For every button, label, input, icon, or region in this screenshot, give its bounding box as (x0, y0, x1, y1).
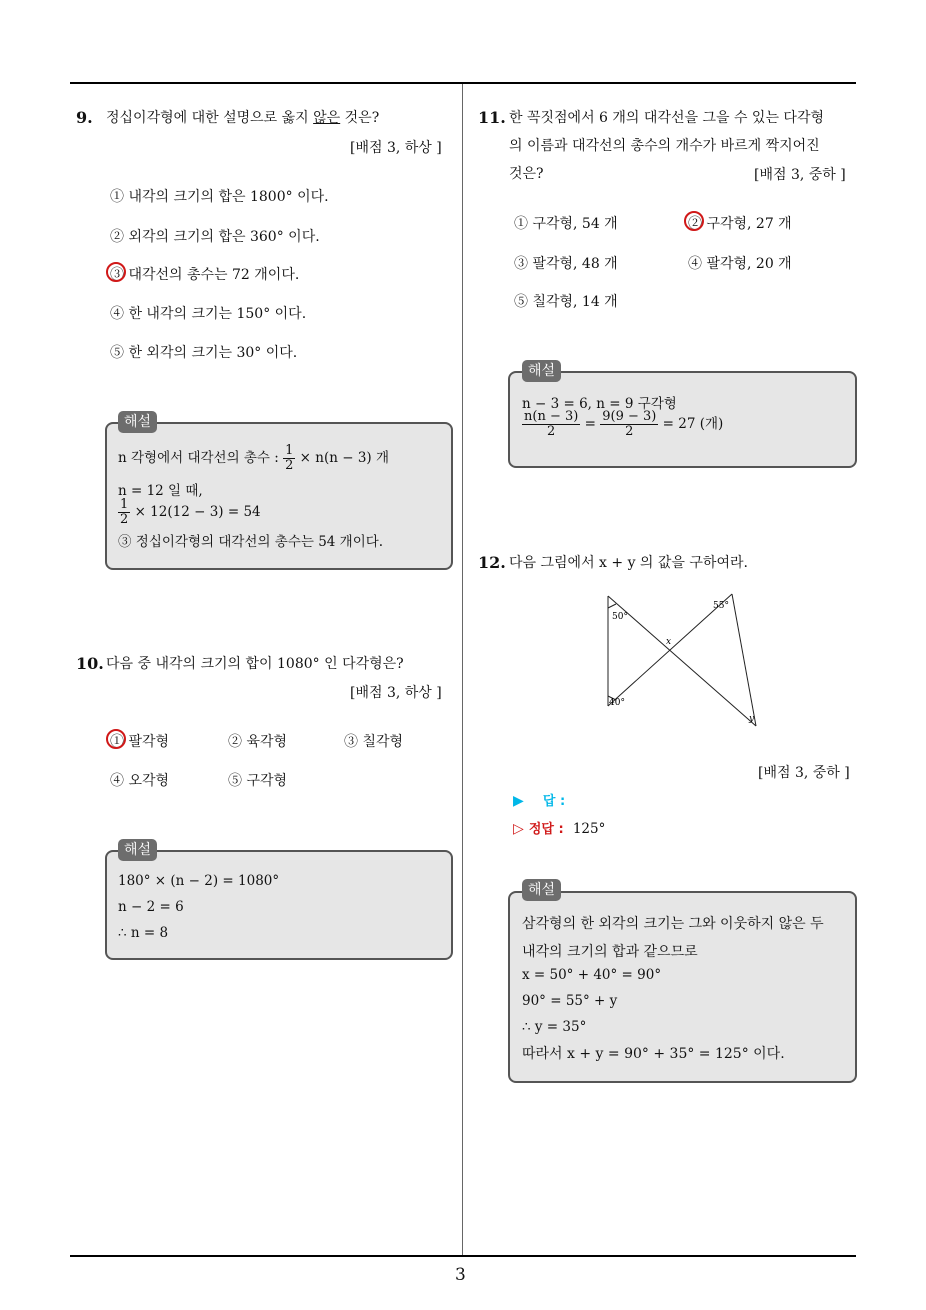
q9-choice-2[interactable]: ② 외각의 크기의 합은 360° 이다. (110, 229, 320, 245)
q11-choice-1[interactable]: ① 구각형, 54 개 (514, 216, 618, 232)
q12-question: 다음 그림에서 x + y 의 값을 구하여라. (509, 555, 748, 571)
q11-solution-line2: $\frac{n(n - 3)}{2}$ = $\frac{9(9 - 3)}{2}$ = 27 (개) (524, 409, 724, 439)
q12-label-d: 40° (609, 698, 625, 708)
q12-solution-line5: ∴ y = 35° (522, 1019, 587, 1035)
q11-solution-line1: n − 3 = 6, n = 9 구각형 (522, 396, 677, 412)
bottom-rule (70, 1255, 856, 1257)
q10-number: 10. (76, 654, 104, 673)
q12-figure (596, 588, 768, 764)
play-icon: ▶ (513, 793, 524, 809)
q10-solution-line3: ∴ n = 8 (118, 925, 169, 941)
q9-solution-line2: n = 12 일 때, (118, 483, 203, 499)
q10-answer-circle (106, 729, 126, 749)
q10-choice-1[interactable]: ① 팔각형 (110, 734, 170, 750)
top-rule (70, 82, 856, 84)
q10-solution-line1: 180° × (n − 2) = 1080° (118, 873, 280, 889)
q12-label-e: y (749, 714, 755, 724)
q11-meta: [배점 3, 중하 ] (754, 167, 846, 183)
q10-solution-label: 해설 (118, 839, 157, 861)
q12-answer-label: 답 : (542, 794, 566, 809)
q9-solution-line3: $\frac{1}{2}$ × 12(12 − 3) = 54 (120, 497, 261, 527)
q10-choice-3[interactable]: ③ 칠각형 (344, 734, 404, 750)
q12-solution-line4: 90° = 55° + y (522, 993, 618, 1009)
q9-choice-4[interactable]: ④ 한 내각의 크기는 150° 이다. (110, 306, 307, 322)
q11-answer-circle (684, 211, 704, 231)
q12-answer-row (513, 790, 565, 809)
q12-solution-line3: x = 50° + 40° = 90° (522, 967, 662, 983)
q12-solution-line6: 따라서 x + y = 90° + 35° = 125° 이다. (522, 1046, 785, 1062)
q12-solution-line1: 삼각형의 한 외각의 크기는 그와 이웃하지 않은 두 (522, 916, 824, 932)
q11-question-line2: 의 이름과 대각선의 총수의 개수가 바르게 짝지어진 (509, 138, 820, 154)
q9-solution-line4: ③ 정십이각형의 대각선의 총수는 54 개이다. (118, 534, 384, 550)
q11-choice-5[interactable]: ⑤ 칠각형, 14 개 (514, 294, 618, 310)
q12-label-a: 50° (612, 612, 628, 622)
q12-solution-line2: 내각의 크기의 합과 같으므로 (522, 944, 698, 960)
q11-choice-3[interactable]: ③ 팔각형, 48 개 (514, 256, 618, 272)
q12-label-b: 55° (713, 601, 729, 611)
q9-solution-line1: n 각형에서 대각선의 총수 : $\frac{1}{2}$ × n(n − 3) 개 (118, 443, 390, 473)
q10-question: 다음 중 내각의 크기의 합이 1080° 인 다각형은? (106, 656, 404, 672)
q11-number: 11. (478, 108, 506, 127)
q12-solution-label: 해설 (522, 879, 561, 901)
q10-choice-5[interactable]: ⑤ 구각형 (228, 773, 288, 789)
q11-solution-label: 해설 (522, 360, 561, 382)
q9-meta: [배점 3, 하상 ] (350, 140, 442, 156)
q12-correct-label: 정답 : (528, 822, 564, 837)
q10-choice-2[interactable]: ② 육각형 (228, 734, 288, 750)
q9-choice-5[interactable]: ⑤ 한 외각의 크기는 30° 이다. (110, 345, 298, 361)
q12-correct-row (513, 818, 605, 837)
q9-answer-circle (106, 262, 126, 282)
q9-choice-3[interactable]: ③ 대각선의 총수는 72 개이다. (110, 267, 300, 283)
page-number: 3 (455, 1265, 466, 1285)
q12-number: 12. (478, 553, 506, 572)
q12-label-c: x (666, 637, 672, 647)
q12-correct-value: 125° (572, 821, 606, 837)
column-divider (462, 84, 463, 1256)
q10-choice-4[interactable]: ④ 오각형 (110, 773, 170, 789)
q10-solution-line2: n − 2 = 6 (118, 899, 184, 915)
q10-meta: [배점 3, 하상 ] (350, 685, 442, 701)
triangle-outline-icon: ▷ (513, 821, 524, 837)
q11-question-line1: 한 꼭짓점에서 6 개의 대각선을 그을 수 있는 다각형 (509, 110, 824, 126)
q9-number: 9. (76, 108, 93, 127)
q11-choice-2[interactable]: ② 구각형, 27 개 (688, 216, 792, 232)
q9-question: 정십이각형에 대한 설명으로 옳지 않은 것은? (106, 110, 380, 126)
q12-meta: [배점 3, 중하 ] (758, 765, 850, 781)
q11-choice-4[interactable]: ④ 팔각형, 20 개 (688, 256, 792, 272)
q9-choice-1[interactable]: ① 내각의 크기의 합은 1800° 이다. (110, 189, 329, 205)
q11-question-line3: 것은? (509, 166, 544, 182)
q9-solution-label: 해설 (118, 411, 157, 433)
